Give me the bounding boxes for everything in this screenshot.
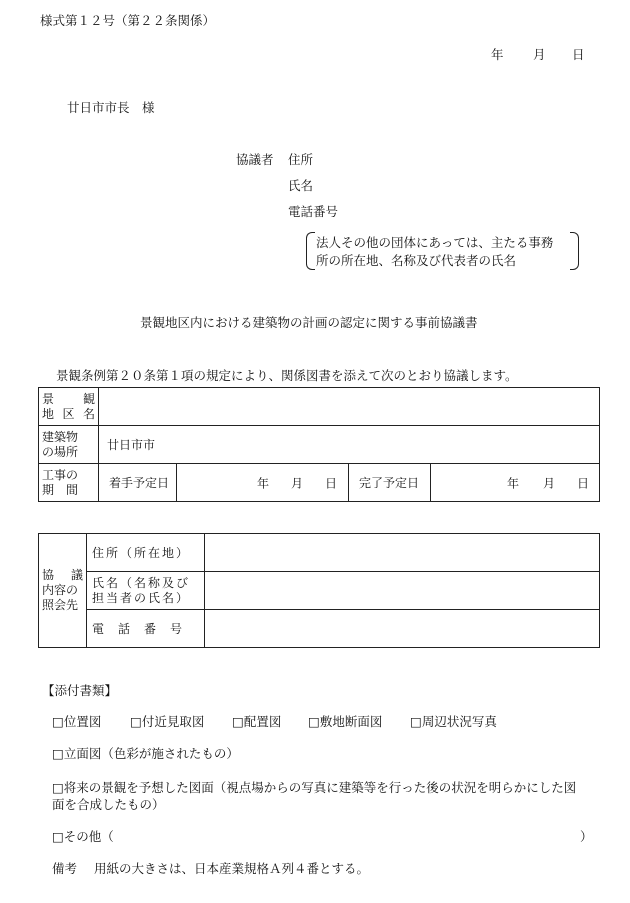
applicant-name-label: 氏名	[288, 178, 314, 193]
location-label-cell	[39, 426, 99, 464]
remarks-text: 用紙の大きさは、日本産業規格Ａ列４番とする。	[94, 861, 370, 876]
contact-table	[38, 533, 600, 648]
contact-label-cell	[39, 534, 87, 648]
contact-label-line2: 内容の	[42, 583, 79, 597]
project-info-table	[38, 387, 600, 502]
attachment-vicinity-map[interactable]	[130, 712, 204, 730]
note-bracket-left	[306, 232, 315, 270]
period-row	[39, 464, 600, 502]
start-day-label: 日	[325, 476, 338, 490]
attachment-label: 敷地断面図	[319, 714, 383, 729]
district-row	[39, 388, 600, 426]
contact-label-line1: 協 議	[42, 568, 83, 582]
contact-name-row	[39, 572, 600, 610]
start-date-label: 着手予定日	[109, 476, 170, 490]
end-date-label-cell	[349, 464, 431, 502]
attachment-site-section[interactable]	[308, 712, 382, 730]
location-value: 廿日市市	[107, 438, 156, 452]
location-label-line2: の場所	[42, 444, 79, 459]
district-value-cell[interactable]	[99, 388, 600, 426]
attachment-label: 立面図（色彩が施されたもの）	[63, 746, 239, 761]
checkbox-icon: □	[308, 714, 320, 729]
addressee: 廿日市市長 様	[67, 100, 155, 115]
attachment-future-landscape-line1[interactable]: □将来の景観を予想した図面（視点場からの写真に建築等を行った後の状況を明らかにした図	[52, 780, 577, 795]
attachment-label: 付近見取図	[141, 714, 205, 729]
checkbox-icon: □	[232, 714, 244, 729]
contact-label-line3: 照会先	[42, 598, 79, 612]
contact-address-label-cell	[87, 534, 205, 572]
attachment-layout-plan[interactable]	[232, 712, 281, 730]
end-day-label: 日	[577, 476, 590, 490]
end-date-value-cell[interactable]	[431, 464, 600, 502]
end-month-label: 月	[543, 476, 556, 490]
note-bracket-right	[570, 232, 579, 270]
remarks-label: 備考	[52, 861, 78, 876]
location-value-cell[interactable]	[99, 426, 600, 464]
contact-address-row	[39, 534, 600, 572]
start-date-label-cell	[99, 464, 177, 502]
end-date-label: 完了予定日	[359, 476, 420, 490]
district-label-line2: 地 区 名	[42, 406, 95, 421]
contact-phone-value-cell[interactable]	[205, 610, 600, 648]
contact-name-label-line1: 氏名（名称及び	[92, 575, 191, 590]
contact-address-label: 住所（所在地）	[92, 546, 191, 560]
applicant-role-label: 協議者	[236, 152, 274, 167]
attachments-heading: 【添付書類】	[42, 683, 118, 698]
attachment-other[interactable]: □その他（	[52, 829, 114, 844]
attachment-surroundings-photo[interactable]	[410, 712, 497, 730]
period-label-cell	[39, 464, 99, 502]
attachment-other-close: ）	[580, 829, 593, 844]
district-label-cell	[39, 388, 99, 426]
period-label-line1: 工事の	[42, 467, 79, 482]
attachment-future-landscape-line2: 面を合成したもの）	[52, 797, 165, 812]
contact-address-value-cell[interactable]	[205, 534, 600, 572]
checkbox-icon: □	[52, 714, 64, 729]
date-day-label: 日	[572, 47, 585, 62]
contact-phone-label-cell	[87, 610, 205, 648]
date-year-label: 年	[491, 47, 504, 62]
document-title: 景観地区内における建築物の計画の認定に関する事前協議書	[140, 315, 478, 330]
start-year-label: 年	[257, 476, 270, 490]
checkbox-icon: □	[52, 746, 64, 761]
applicant-address-label: 住所	[288, 152, 314, 167]
location-label-line1: 建築物	[42, 429, 79, 444]
contact-name-value-cell[interactable]	[205, 572, 600, 610]
attachment-site-plan[interactable]	[52, 712, 101, 730]
attachment-label: 周辺状況写真	[421, 714, 497, 729]
attachment-label: 配置図	[243, 714, 282, 729]
form-number: 様式第１２号（第２２条関係）	[40, 13, 216, 28]
attachment-elevation[interactable]	[52, 744, 239, 762]
note-line-2: 所の所在地、名称及び代表者の氏名	[316, 253, 517, 268]
start-date-value-cell[interactable]	[177, 464, 349, 502]
location-row	[39, 426, 600, 464]
contact-phone-label: 電話番号	[92, 622, 197, 636]
district-label-line1: 景 観	[42, 391, 95, 406]
start-month-label: 月	[291, 476, 304, 490]
contact-name-label-line2: 担当者の氏名）	[92, 590, 191, 605]
period-label-line2: 期 間	[42, 482, 79, 497]
checkbox-icon: □	[130, 714, 142, 729]
date-month-label: 月	[533, 47, 546, 62]
intro-text: 景観条例第２０条第１項の規定により、関係図書を添えて次のとおり協議します。	[56, 368, 518, 383]
contact-phone-row	[39, 610, 600, 648]
checkbox-icon: □	[410, 714, 422, 729]
attachment-label: 位置図	[63, 714, 102, 729]
applicant-phone-label: 電話番号	[288, 204, 339, 219]
contact-name-label-cell	[87, 572, 205, 610]
note-line-1: 法人その他の団体にあっては、主たる事務	[316, 235, 554, 250]
end-year-label: 年	[507, 476, 520, 490]
